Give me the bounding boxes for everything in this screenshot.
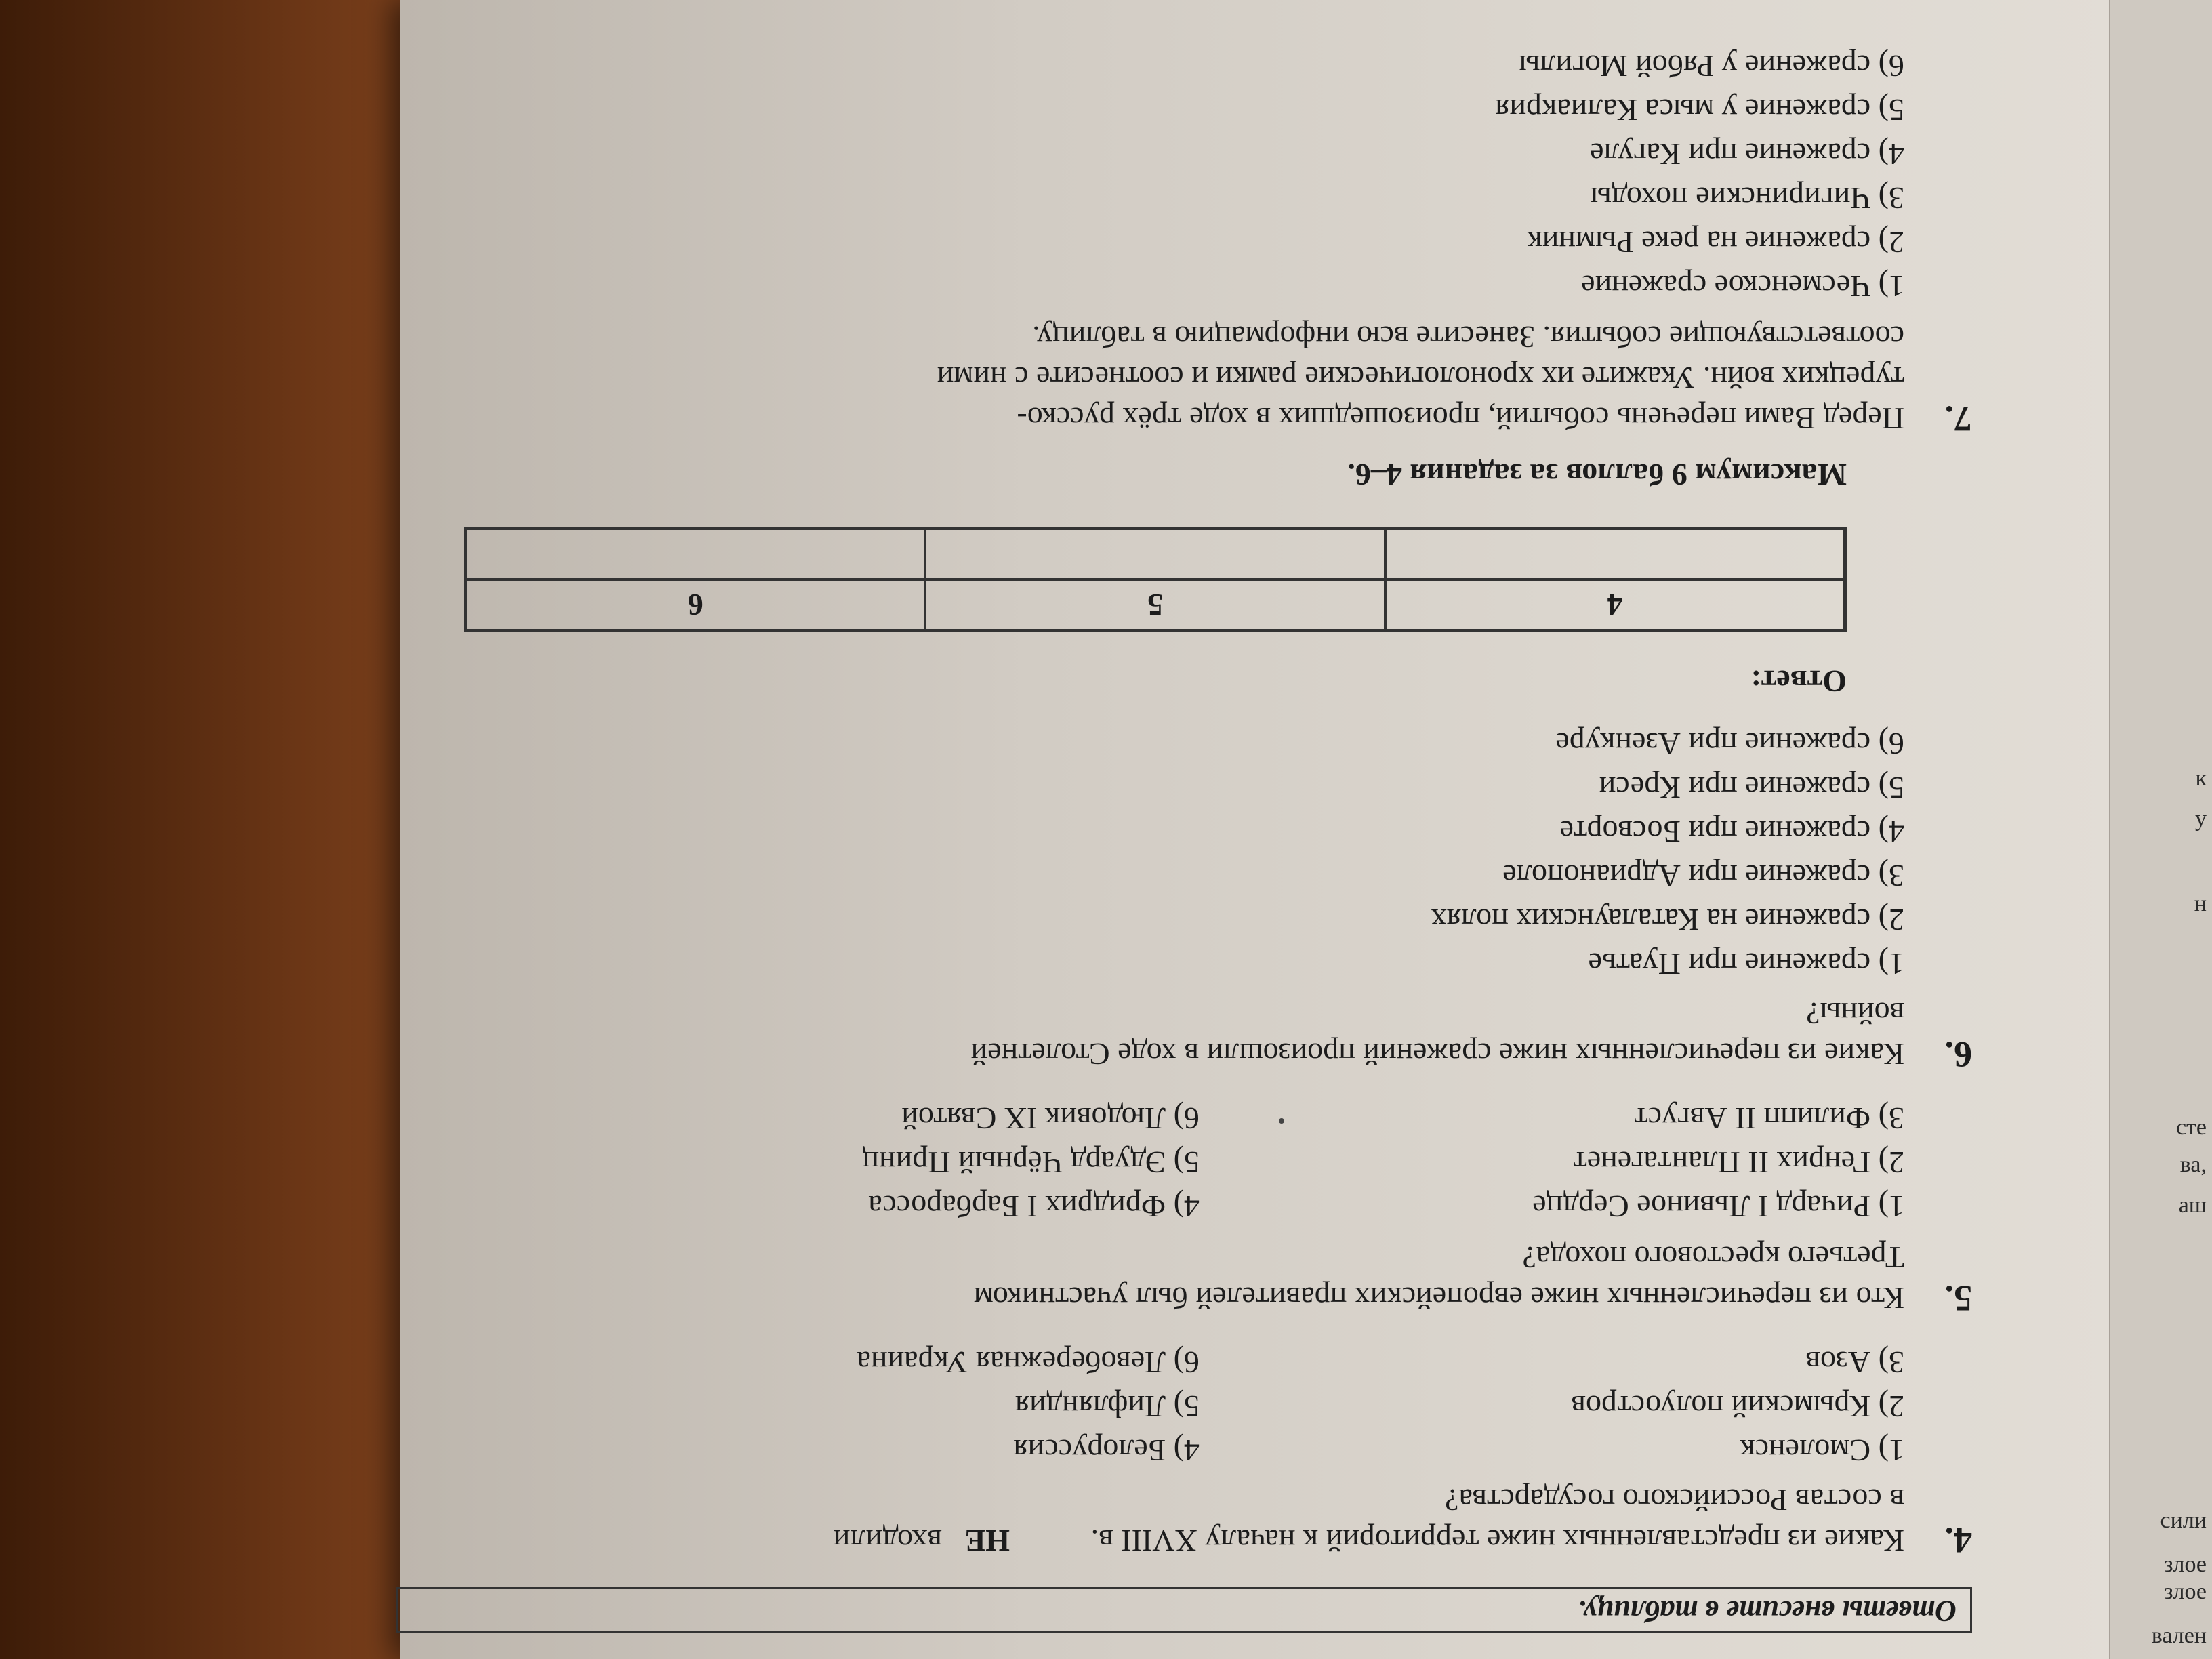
option-item: 2) Генрих II Плантагенет	[1573, 1145, 1904, 1180]
back-page-fragment: н	[2194, 891, 2207, 916]
answer-col-header: 5	[925, 579, 1385, 630]
back-page-fragment: у	[2195, 806, 2207, 832]
option-item: 4) Белоруссия	[1013, 1433, 1200, 1468]
back-page-fragment: сте	[2175, 1115, 2207, 1140]
option-item: 6) сражение при Азенкуре	[1555, 726, 1904, 761]
option-item: 5) Эдуард Чёрный Принц	[862, 1145, 1200, 1180]
instruction-text: Ответы внесите в таблицу.	[1578, 1595, 1957, 1628]
question-number: 6.	[1944, 1034, 1972, 1075]
back-page-fragment: сили	[2160, 1508, 2207, 1533]
option-item: 4) сражение при Кагуле	[1590, 137, 1904, 171]
question-text: входили	[833, 1523, 942, 1558]
back-page-fragment: злое	[2164, 1552, 2207, 1577]
question-emphasis: НЕ	[964, 1523, 1010, 1558]
question-text: Перед Вами перечень событий, произошедших в ходе трёх русско-	[1017, 401, 1904, 436]
option-item: 2) Крымский полуостров	[1571, 1389, 1904, 1424]
back-page-fragment: ва,	[2179, 1152, 2207, 1177]
max-points-note: Максимум 9 баллов за задания 4–6.	[1347, 457, 1847, 492]
option-item: 6) Людовик IX Святой	[901, 1101, 1200, 1136]
back-page-fragment: вален	[2151, 1623, 2207, 1648]
question-text: Какие из перечисленных ниже сражений произошли в ходе Столетней	[970, 1037, 1904, 1071]
option-item: 4) Фридрих I Барбаросса	[868, 1189, 1200, 1224]
question-text: войны?	[1806, 996, 1904, 1031]
answer-cell[interactable]	[1385, 529, 1845, 579]
option-item: 3) Чигиринские походы	[1590, 181, 1904, 216]
instruction-box	[396, 1587, 1972, 1633]
question-number: 4.	[1944, 1520, 1972, 1561]
question-text: в состав Российского государства?	[1445, 1483, 1904, 1517]
paper-sheet	[400, 0, 2212, 1659]
option-item: 3) Азов	[1805, 1345, 1904, 1380]
option-item: 1) Чесменское сражение	[1581, 269, 1904, 304]
option-item: 1) Смоленск	[1740, 1433, 1904, 1468]
option-item: 5) сражение у мыса Калиакрия	[1495, 93, 1904, 127]
option-item: 4) сражение при Босворте	[1559, 815, 1904, 849]
option-item: 5) сражение при Креси	[1599, 771, 1904, 805]
option-item: 6) сражение у Рябой Могилы	[1519, 49, 1904, 83]
back-page-fragment: к	[2195, 766, 2207, 791]
question-number: 5.	[1944, 1278, 1972, 1319]
option-item: 3) Филипп II Август	[1634, 1101, 1904, 1136]
worksheet-page	[400, 0, 2013, 1659]
question-text: турецких войн. Укажите их хронологические рамки и соотнесите с ними	[937, 361, 1904, 395]
option-item: 2) сражение на реке Рымник	[1527, 225, 1904, 260]
back-page-fragment: аш	[2178, 1193, 2207, 1218]
option-item: 1) Ричард I Львиное Сердце	[1532, 1189, 1904, 1224]
option-item: 6) Левобережная Украина	[857, 1345, 1200, 1380]
back-page-fragment: злое	[2164, 1579, 2207, 1604]
option-item: 3) сражение при Адрианополе	[1502, 859, 1904, 893]
answer-col-header: 4	[1385, 579, 1845, 630]
option-item: 1) сражение при Пуатье	[1588, 947, 1904, 981]
ink-dot	[1279, 1118, 1284, 1124]
question-text: Какие из представленных ниже территорий к началу XVIII в.	[1090, 1523, 1904, 1558]
question-text: Третьего крестового похода?	[1522, 1240, 1904, 1275]
answer-cell[interactable]	[466, 529, 925, 579]
option-item: 5) Лифляндия	[1015, 1389, 1200, 1424]
question-number: 7.	[1944, 398, 1972, 439]
answer-col-header: 6	[466, 579, 925, 630]
option-item: 2) сражение на Каталаунских полях	[1431, 903, 1904, 937]
back-page-edge	[2109, 0, 2212, 1659]
question-text: соответствующие события. Занесите всю информацию в таблицу.	[1032, 320, 1904, 354]
question-text: Кто из перечисленных ниже европейских правителей был участником	[973, 1281, 1904, 1315]
answer-label: Ответ:	[1750, 664, 1847, 699]
answer-table	[464, 527, 1847, 632]
answer-cell[interactable]	[925, 529, 1385, 579]
